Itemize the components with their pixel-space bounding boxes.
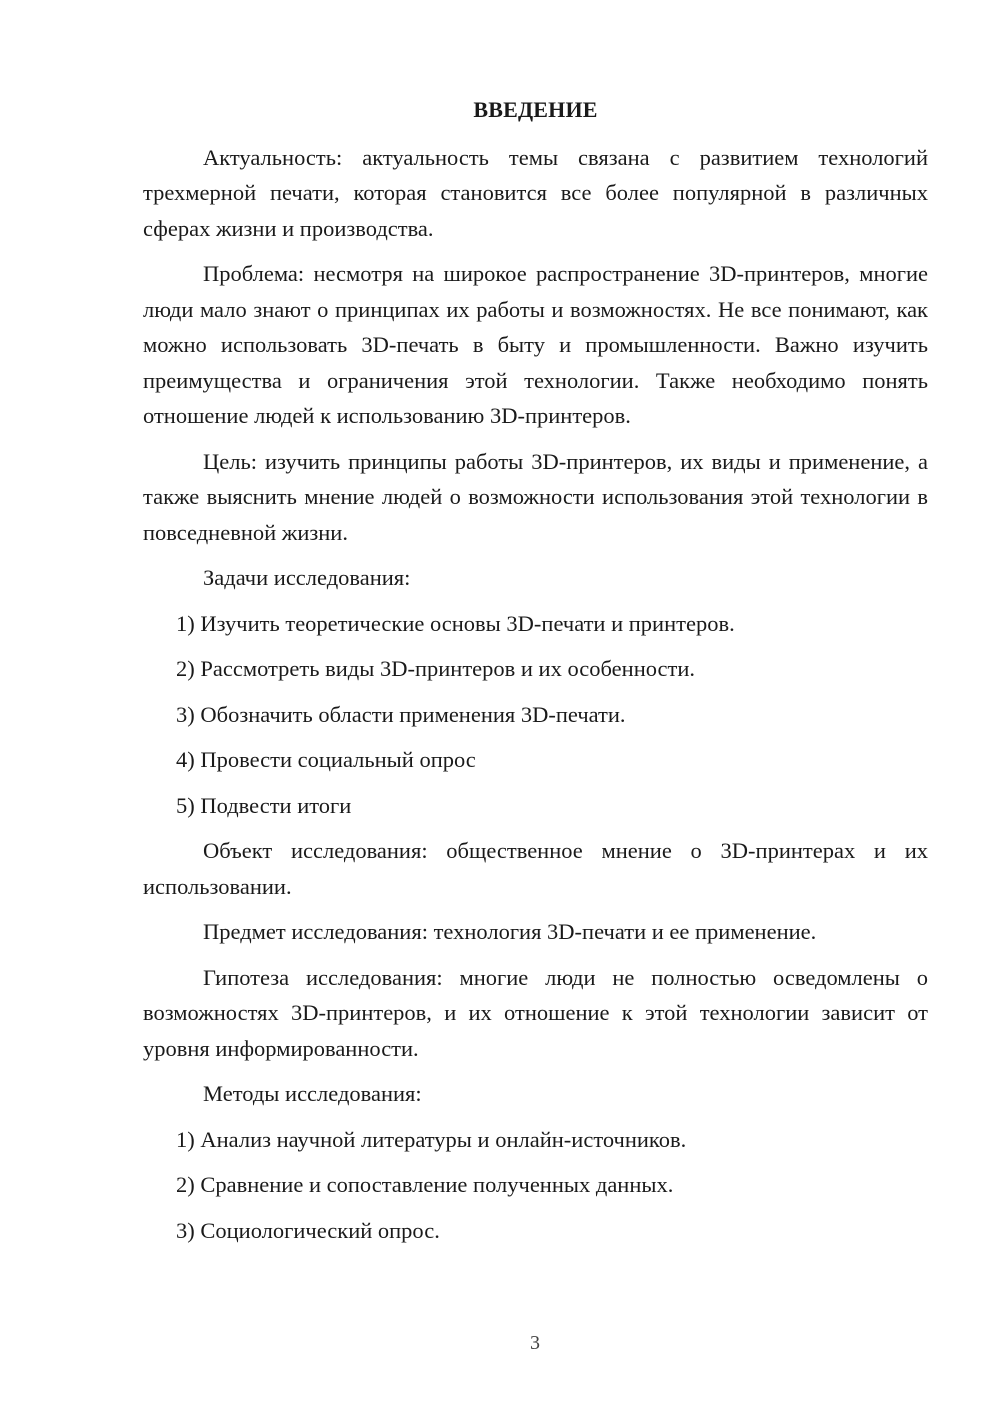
tasks-heading: Задачи исследования: <box>203 565 411 590</box>
document-body <box>143 92 928 1258</box>
method-item: 3) Социологический опрос. <box>176 1217 440 1243</box>
goal-paragraph: Цель: изучить принципы работы 3D-принтеров, их виды и применение, а также выяснить мнение людей о возможности использования этой технологии в повседневной жизни. <box>143 448 928 545</box>
method-item: 1) Анализ научной литературы и онлайн-источников. <box>176 1126 687 1152</box>
task-item: 5) Подвести итоги <box>176 792 352 818</box>
hypothesis-paragraph: Гипотеза исследования: многие люди не полностью осведомлены о возможностях 3D-принтеров, и их отношение к этой технологии зависит от уровня информированности. <box>143 964 928 1061</box>
task-item: 3) Обозначить области применения 3D-печати. <box>176 701 626 727</box>
task-item: 4) Провести социальный опрос <box>176 747 476 772</box>
method-item: 2) Сравнение и сопоставление полученных данных. <box>176 1172 674 1197</box>
methods-heading: Методы исследования: <box>203 1081 422 1106</box>
page-number: 3 <box>530 1332 540 1354</box>
task-item: 1) Изучить теоретические основы 3D-печати и принтеров. <box>176 610 735 636</box>
object-paragraph: Объект исследования: общественное мнение о 3D-принтерах и их использовании. <box>143 838 928 899</box>
task-item: 2) Рассмотреть виды 3D-принтеров и их особенности. <box>176 656 696 681</box>
problem-paragraph: Проблема: несмотря на широкое распространение 3D-принтеров, многие люди мало знают о принципах их работы и возможностях. Не все понимают, как можно использовать 3D-печать в быту и промышленности. Важно изучить преимущества и ограничения этой технологии. Также необходимо понять отношение людей к использованию 3D-принтеров. <box>143 261 928 428</box>
subject-paragraph: Предмет исследования: технология 3D-печати и ее применение. <box>203 919 817 944</box>
section-title: ВВЕДЕНИЕ <box>473 97 598 122</box>
relevance-paragraph: Актуальность: актуальность темы связана с развитием технологий трехмерной печати, которая становится все более популярной в различных сферах жизни и производства. <box>143 144 928 241</box>
